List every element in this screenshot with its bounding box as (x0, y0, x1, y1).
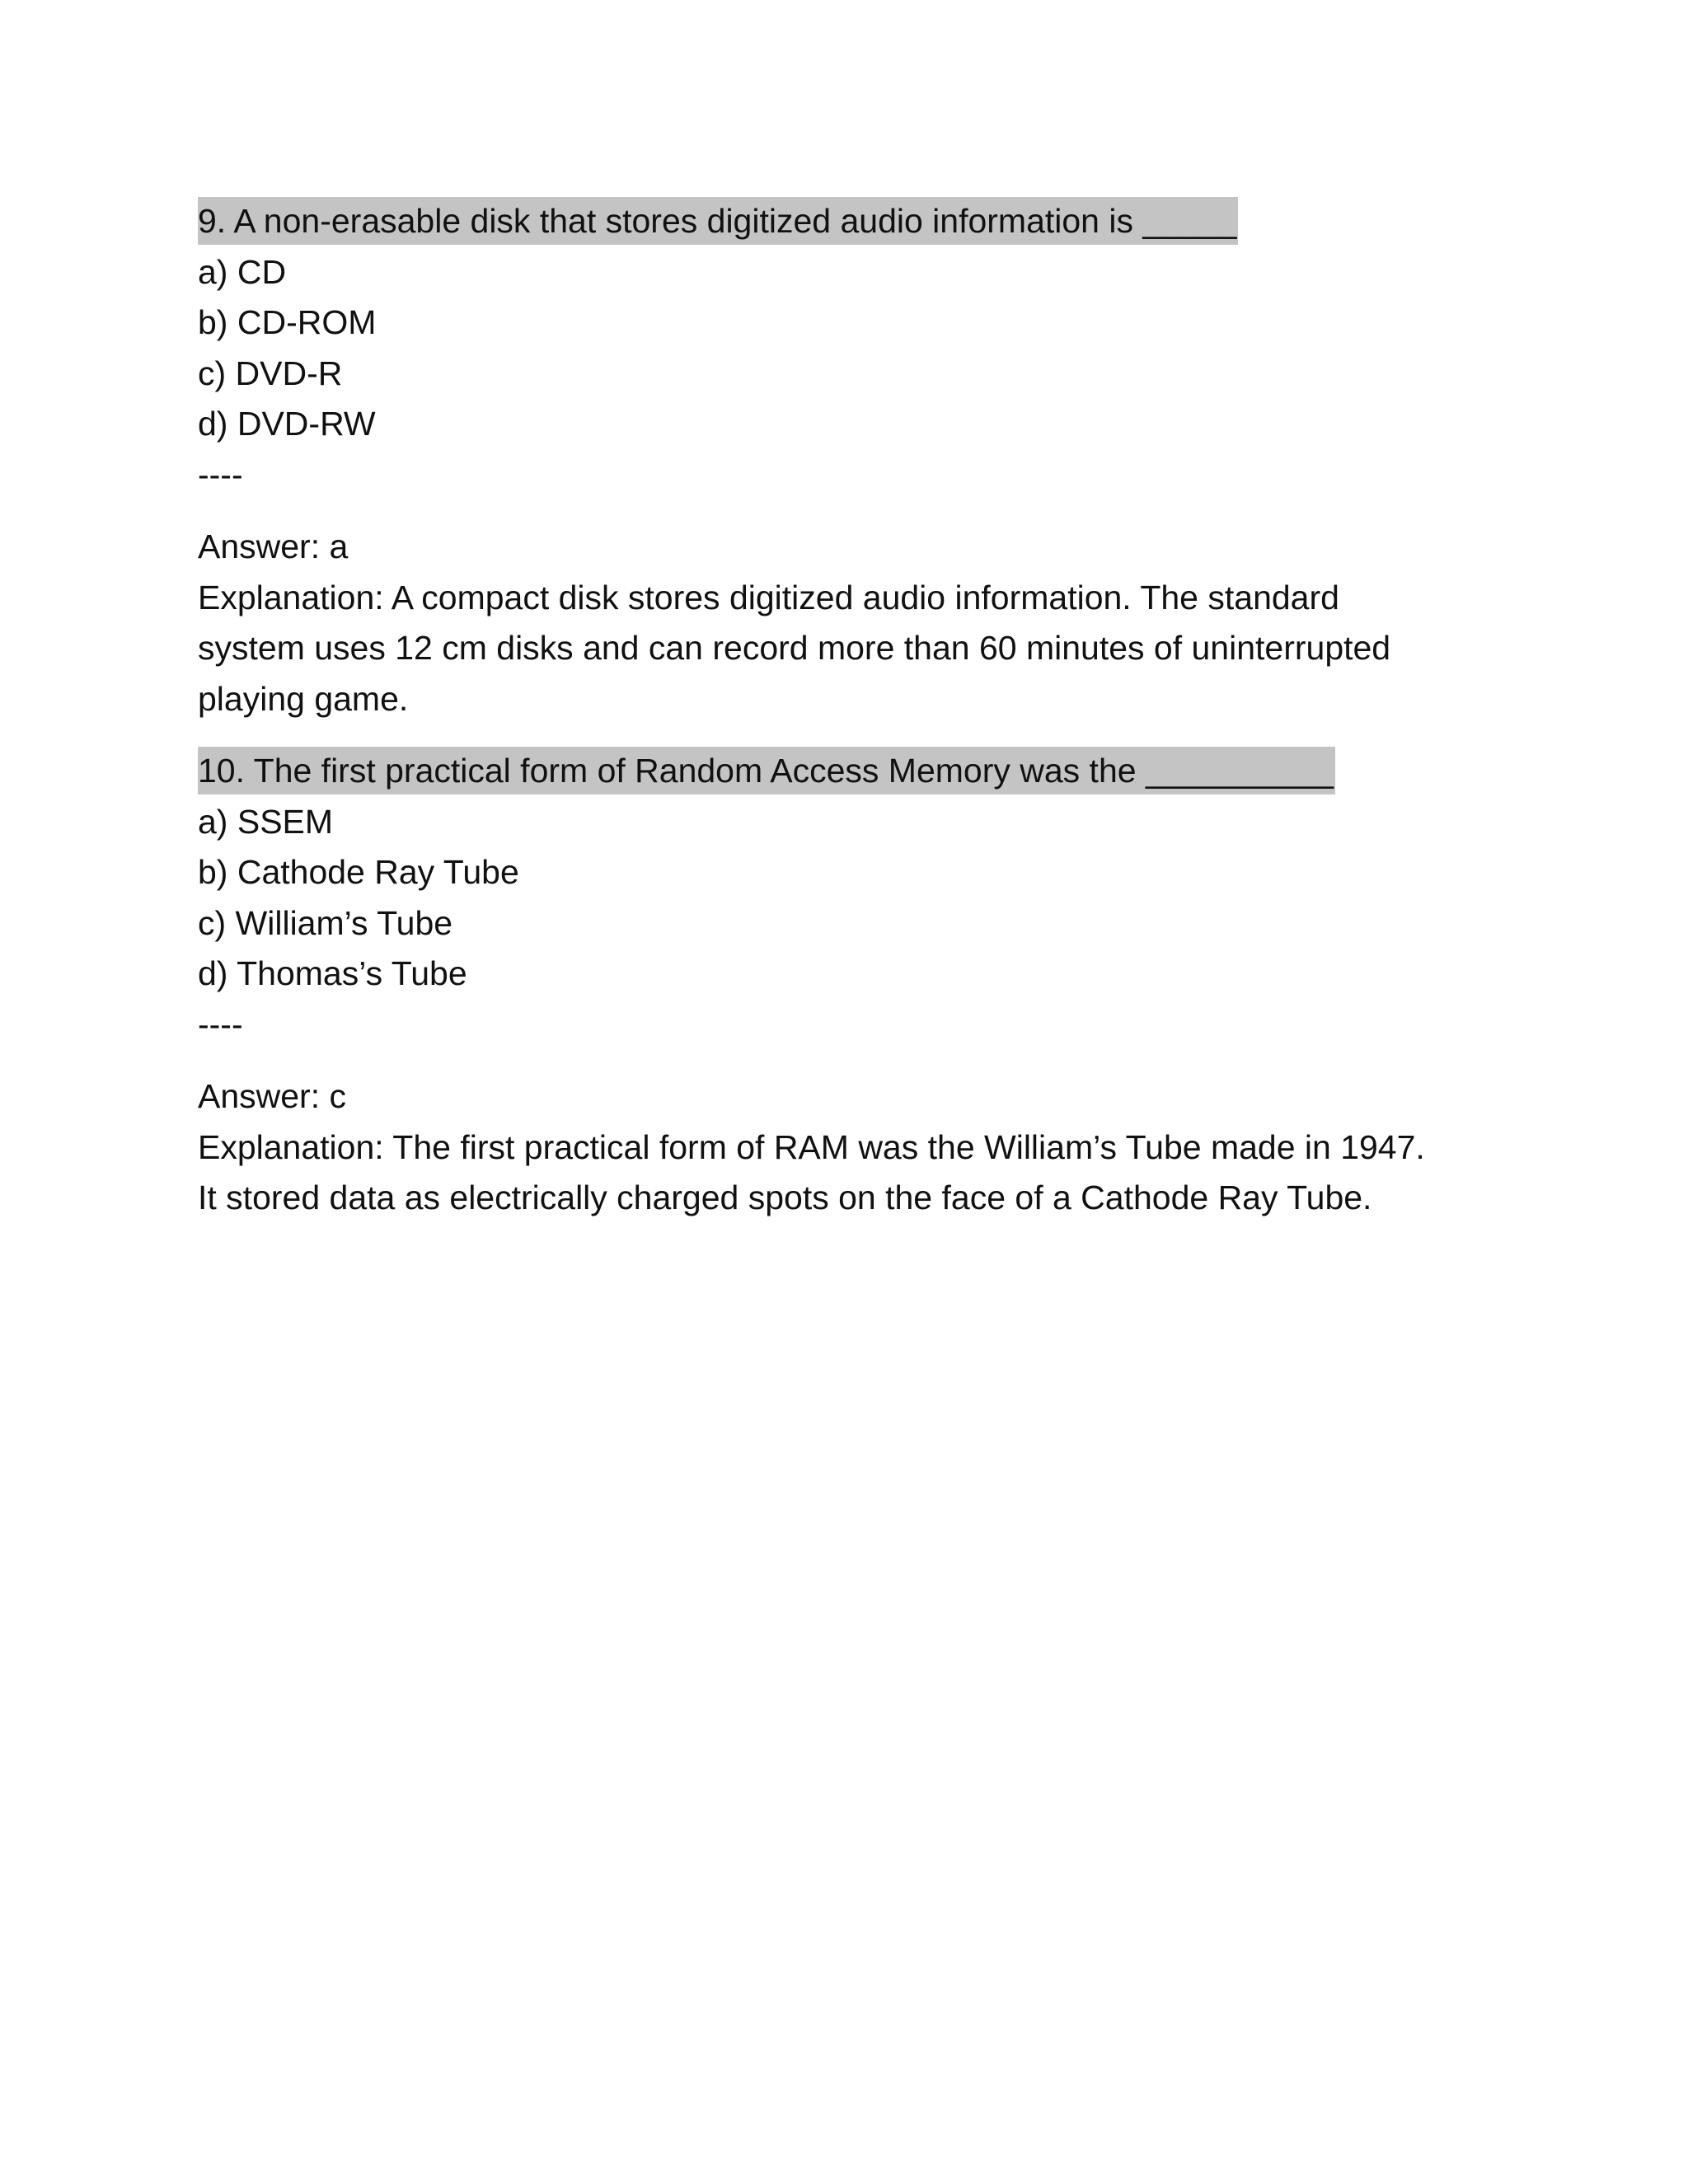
answer-text: Answer: c (198, 1077, 346, 1115)
explanation-line: Explanation: The first practical form of RAM was the William’s Tube made in 1947. (198, 1127, 1425, 1166)
option-a: a) CD (198, 252, 287, 291)
option-b: b) Cathode Ray Tube (198, 853, 519, 891)
explanation-line: Explanation: A compact disk stores digitized audio information. The standard (198, 578, 1339, 616)
separator: ---- (198, 1005, 243, 1043)
question-text: 9. A non-erasable disk that stores digitized audio information is _____ (198, 197, 1238, 245)
question-block-10 (198, 746, 1517, 1224)
option-c: c) DVD-R (198, 354, 343, 392)
question-text: 10. The first practical form of Random Access Memory was the __________ (198, 747, 1335, 794)
option-b: b) CD-ROM (198, 303, 377, 341)
explanation-line: It stored data as electrically charged spots on the face of a Cathode Ray Tube. (198, 1179, 1372, 1216)
option-c: c) William’s Tube (198, 903, 453, 942)
spacer (198, 724, 1517, 746)
option-a: a) SSEM (198, 802, 334, 841)
explanation-line: system uses 12 cm disks and can record more than 60 minutes of uninterrupted (198, 629, 1391, 667)
answer-text: Answer: a (198, 527, 349, 565)
page-content (198, 196, 1517, 1224)
explanation-line: playing game. (198, 679, 409, 718)
spacer (198, 500, 1517, 522)
separator: ---- (198, 455, 243, 494)
question-block-9 (198, 196, 1517, 724)
option-d: d) Thomas’s Tube (198, 954, 467, 992)
option-d: d) DVD-RW (198, 405, 376, 443)
spacer (198, 1050, 1517, 1071)
